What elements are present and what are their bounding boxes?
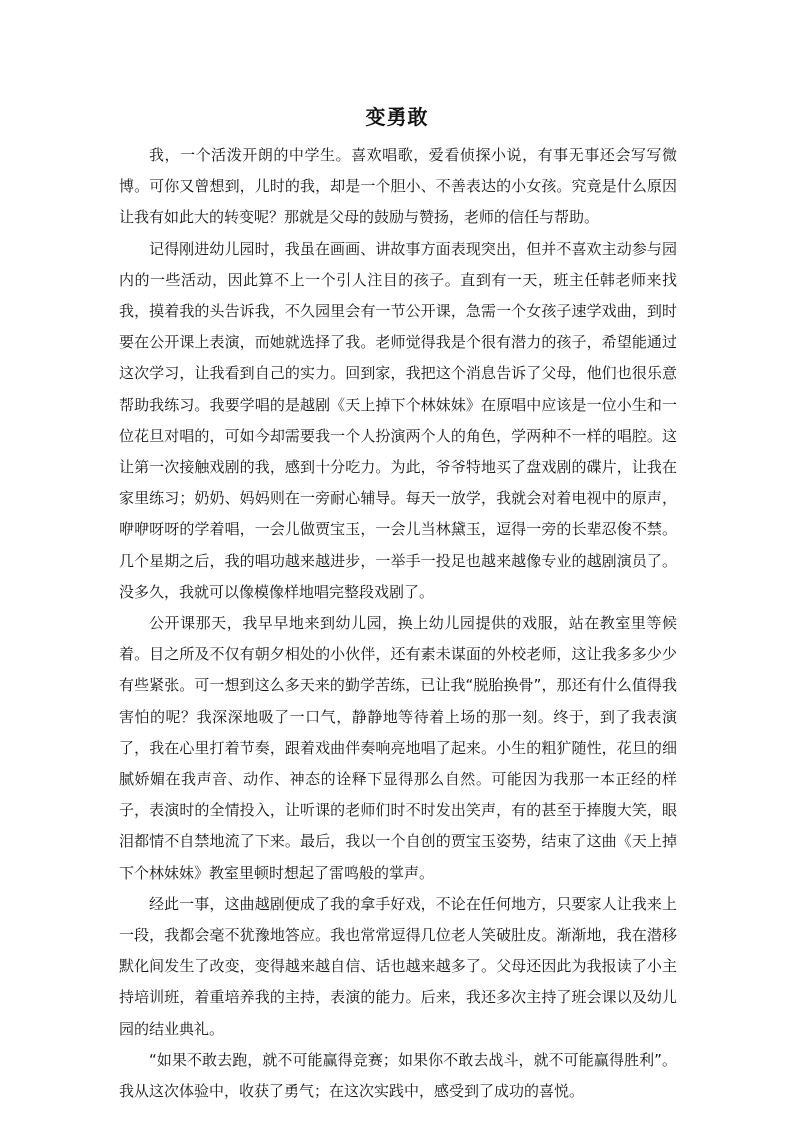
document-body bbox=[119, 140, 677, 1107]
document-title: 变勇敢 bbox=[365, 105, 429, 129]
paragraph: 公开课那天，我早早地来到幼儿园，换上幼儿园提供的戏服，站在教室里等候着。目之所及不仅有朝夕相处的小伙伴，还有素未谋面的外校老师，这让我多多少少有些紧张。可一想到这么多天来的勤学苦练，已让我“脱胎换骨”，那还有什么值得我害怕的呢？我深深地吸了一口气，静静地等待着上场的那一刻。终于，到了我表演了，我在心里打着节奏，跟着戏曲伴奏响亮地唱了起来。小生的粗犷随性，花旦的细腻娇媚在我声音、动作、神态的诠释下显得那么自然。可能因为我那一本正经的样子，表演时的全情投入，让听课的老师们时不时发出笑声，有的甚至于捧腹大笑，眼泪都情不自禁地流了下来。最后，我以一个自创的贾宝玉姿势，结束了这曲《天上掉下个林妹妹》教室里顿时想起了雷鸣般的掌声。 bbox=[119, 614, 677, 882]
paragraph: 记得刚进幼儿园时，我虽在画画、讲故事方面表现突出，但并不喜欢主动参与园内的一些活动，因此算不上一个引人注目的孩子。直到有一天，班主任韩老师来找我，摸着我的头告诉我，不久园里会有一节公开课，急需一个女孩子速学戏曲，到时要在公开课上表演，而她就选择了我。老师觉得我是个很有潜力的孩子，希望能通过这次学习，让我看到自己的实力。回到家，我把这个消息告诉了父母，他们也很乐意帮助我练习。我要学唱的是越剧《天上掉下个林妹妹》在原唱中应该是一位小生和一位花旦对唱的，可如今却需要我一个人扮演两个人的角色，学两种不一样的唱腔。这让第一次接触戏剧的我，感到十分吃力。为此，爷爷特地买了盘戏剧的碟片，让我在家里练习；奶奶、妈妈则在一旁耐心辅导。每天一放学，我就会对着电视中的原声，咿咿呀呀的学着唱，一会儿做贾宝玉，一会儿当林黛玉，逗得一旁的长辈忍俊不禁。几个星期之后，我的唱功越来越进步，一举手一投足也越来越像专业的越剧演员了。没多久，我就可以像模像样地唱完整段戏剧了。 bbox=[119, 239, 677, 601]
paragraph: 我，一个活泼开朗的中学生。喜欢唱歌，爱看侦探小说，有事无事还会写写微博。可你又曾想到，儿时的我，却是一个胆小、不善表达的小女孩。究竟是什么原因让我有如此大的转变呢？那就是父母的鼓励与赞扬，老师的信任与帮助。 bbox=[119, 146, 677, 227]
paragraph: “如果不敢去跑，就不可能赢得竞赛；如果你不敢去战斗，就不可能赢得胜利”。我从这次体验中，收获了勇气；在这次实践中，感受到了成功的喜悦。 bbox=[119, 1050, 677, 1101]
paragraph: 经此一事，这曲越剧便成了我的拿手好戏，不论在任何地方，只要家人让我来上一段，我都会毫不犹豫地答应。我也常常逗得几位老人笑破肚皮。渐渐地，我在潜移默化间发生了改变，变得越来越自信、话也越来越多了。父母还因此为我报读了小主持培训班，着重培养我的主持，表演的能力。后来，我还多次主持了班会课以及幼儿园的结业典礼。 bbox=[119, 894, 677, 1038]
